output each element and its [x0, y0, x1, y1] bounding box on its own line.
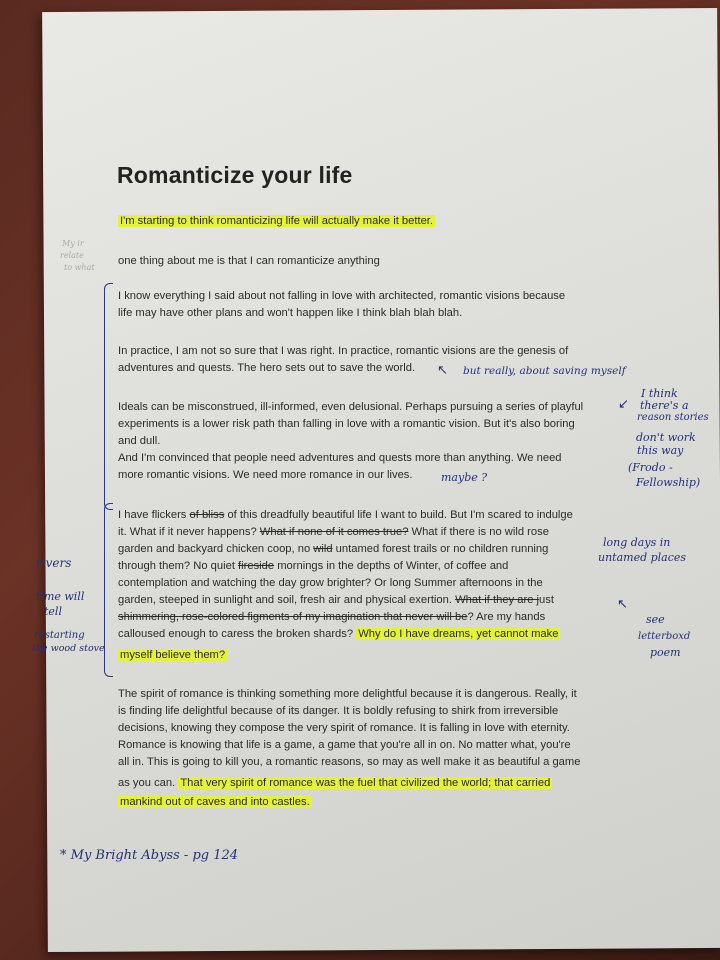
note-i-think: reason stories: [637, 412, 709, 423]
text: it. What if it never happens?: [118, 526, 260, 538]
text: of this dreadfully beautiful life I want to build. But I'm scared to indulge: [224, 509, 573, 521]
para-line: The spirit of romance is thinking something more delightful because it is dangerous. Really, it: [118, 688, 577, 700]
note-restarting: restarting: [34, 630, 85, 641]
struck-text: wild: [313, 543, 333, 555]
para-line: Ideals can be misconstrued, ill-informed, even delusional. Perhaps pursuing a series of playful: [118, 401, 584, 413]
para-line: experiments is a lower risk path than falling in love with a romantic vision. But it's also boring: [118, 418, 575, 430]
para-line: [118, 776, 552, 791]
note-but-really: but really, about saving myself: [463, 365, 626, 377]
intro-line-2: one thing about me is that I can romanticize anything: [118, 255, 380, 267]
note-see: letterboxd: [638, 631, 691, 642]
para-line: decisions, knowing they compose the very spirit of romance. It is falling in love with eternity.: [118, 722, 570, 734]
text: ? Are my hands: [467, 611, 546, 623]
page-title: Romanticize your life: [117, 162, 353, 188]
note-see: poem: [650, 646, 681, 659]
highlight: mankind out of caves and into castles.: [120, 796, 310, 808]
struck-text: What if none of it comes true?: [259, 526, 409, 538]
note-source: * My Bright Abyss - pg 124: [60, 848, 239, 863]
text: calloused enough to caress the broken shards?: [118, 628, 357, 640]
margin-bracket: [104, 503, 113, 677]
para-line: and dull.: [118, 435, 161, 447]
para-line: more romantic visions. We need more romance in our lives.: [118, 469, 413, 481]
para-line: contemplation and watching the day grow brighter? Or long Summer afternoons in the: [118, 577, 543, 589]
para-line: life may have other plans and won't happen like I think blah blah blah.: [118, 307, 463, 319]
highlight: I'm starting to think romanticizing life will actually make it better.: [120, 215, 434, 227]
para-line: In practice, I am not so sure that I was right. In practice, romantic visions are the genesis of: [118, 345, 569, 357]
text: mornings in the depths of Winter, of coffee and: [274, 560, 509, 572]
arrow-icon: ↖: [437, 363, 448, 378]
note-i-think: there's a: [640, 399, 689, 412]
para-line: [118, 593, 554, 608]
note-maybe: maybe ?: [441, 471, 488, 484]
para-line: And I'm convinced that people need adventures and quests more than anything. We need: [118, 452, 562, 464]
highlight: myself believe them?: [120, 649, 226, 661]
note-i-think: (Frodo -: [628, 461, 673, 474]
para-line: I know everything I said about not falling in love with architected, romantic visions because: [118, 290, 566, 302]
para-line: [118, 542, 548, 557]
text: ust: [539, 594, 554, 606]
text: through them? No quiet: [118, 560, 239, 572]
arrow-icon: ↖: [617, 597, 628, 612]
highlight: That very spirit of romance was the fuel that civilized the world; that carried: [180, 777, 551, 789]
para-line: [118, 795, 312, 810]
intro-line: [118, 214, 435, 229]
para-line: [118, 627, 560, 642]
text: garden, steeped in sunlight and soil, fresh air and physical exertion.: [118, 594, 456, 606]
note-i-think: don't work: [636, 431, 696, 444]
note-i-think: this way: [637, 444, 684, 457]
note-rivers: rivers: [36, 556, 72, 570]
para-line: [118, 508, 573, 523]
note-time-will: time will: [36, 590, 85, 603]
para-line: Romance is knowing that life is a game, a game that you're all in on. No matter what, you're: [118, 739, 571, 751]
faint-note: My ir: [62, 239, 84, 248]
text: as you can.: [118, 777, 179, 789]
text: I have flickers: [118, 509, 190, 521]
struck-text: What if they are j: [455, 594, 540, 606]
para-line: is finding life delightful because of its danger. It is boldly refusing to shirk from irreversible: [118, 705, 559, 717]
struck-text: shimmering, rose-colored figments of my imagination that never will be: [118, 611, 468, 623]
highlight: Why do I have dreams, yet cannot make: [358, 628, 559, 640]
faint-note: relate: [60, 251, 84, 260]
note-restarting: the wood stove: [32, 643, 105, 654]
arrow-icon: ↙: [618, 397, 629, 412]
faint-note: to what: [64, 263, 95, 272]
margin-bracket: [104, 283, 113, 510]
text: untamed forest trails or no children running: [332, 543, 549, 555]
para-line: [118, 559, 508, 574]
text: What if there is no wild rose: [408, 526, 549, 538]
para-line: [118, 648, 227, 663]
note-time-will: tell: [44, 605, 62, 618]
para-line: [118, 525, 549, 540]
para-line: adventures and quests. The hero sets out to save the world.: [118, 362, 416, 374]
struck-text: fireside: [238, 560, 275, 572]
struck-text: of bliss: [189, 509, 225, 521]
para-line: all in. This is going to kill you, a romantic reasons, so may as well make it as beautiful a game: [118, 756, 581, 768]
note-i-think: Fellowship): [636, 476, 701, 489]
note-long-days: long days in: [603, 536, 671, 549]
para-line: [118, 610, 545, 625]
note-long-days: untamed places: [598, 551, 687, 564]
note-see: see: [646, 613, 665, 626]
note-i-think: I think: [641, 387, 678, 400]
text: garden and backyard chicken coop, no: [118, 543, 314, 555]
